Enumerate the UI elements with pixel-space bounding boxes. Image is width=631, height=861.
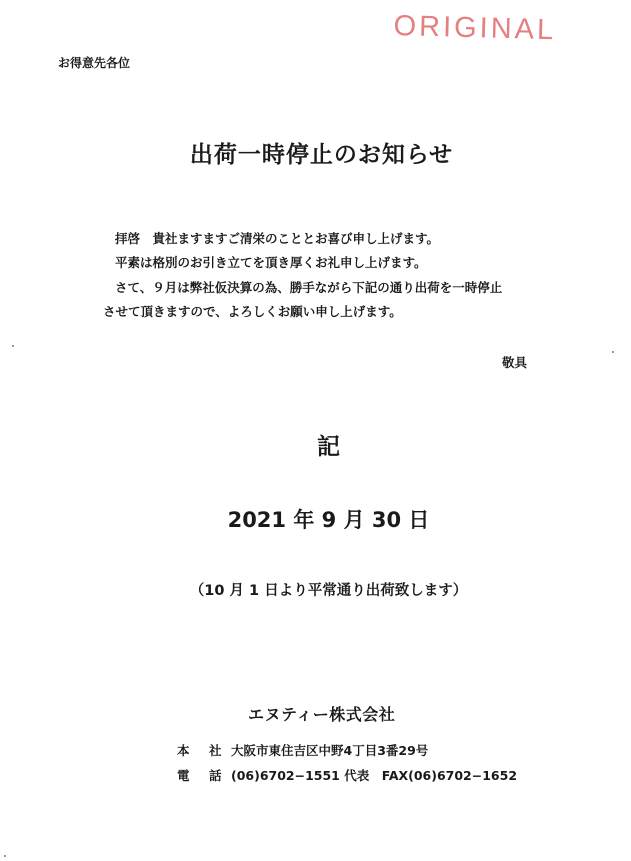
ki-heading: 記 xyxy=(317,434,340,460)
address-label-char-1: 本 xyxy=(177,743,190,758)
body-line-request: させて頂きますので、よろしくお願い申し上げます。 xyxy=(103,304,402,319)
phone-label-char-1: 電 xyxy=(177,768,190,783)
closing-salutation: 敬具 xyxy=(502,355,528,370)
body-line-thanks: 平素は格別のお引き立てを頂き厚くお礼申し上げます。 xyxy=(115,255,427,270)
scan-speck xyxy=(612,351,614,353)
company-address: 大阪市東住吉区中野4丁目3番29号 xyxy=(231,743,429,758)
scan-speck xyxy=(12,345,14,347)
phone-label xyxy=(177,766,231,784)
body-line-greeting: 拝啓 貴社ますますご清栄のこととお喜び申し上げます。 xyxy=(115,231,440,246)
body-line-notice: さて、９月は弊社仮決算の為、勝手ながら下記の通り出荷を一時停止 xyxy=(115,280,503,295)
company-address-row xyxy=(177,741,428,759)
suspension-date: 2021 年 9 月 30 日 xyxy=(227,508,430,532)
phone-label-char-2: 話 xyxy=(209,768,222,783)
original-stamp: ORIGINAL xyxy=(393,10,557,47)
company-name: エヌティー株式会社 xyxy=(248,705,396,724)
address-label xyxy=(177,741,231,759)
resume-note: （10 月 1 日より平常通り出荷致します） xyxy=(189,583,468,599)
company-phone: (06)6702−1551 代表 FAX(06)6702−1652 xyxy=(231,768,518,783)
document-title: 出荷一時停止のお知らせ xyxy=(189,142,454,168)
address-label-char-2: 社 xyxy=(209,743,222,758)
addressee: お得意先各位 xyxy=(58,56,131,70)
company-phone-row xyxy=(177,766,517,784)
scan-speck xyxy=(4,855,6,857)
